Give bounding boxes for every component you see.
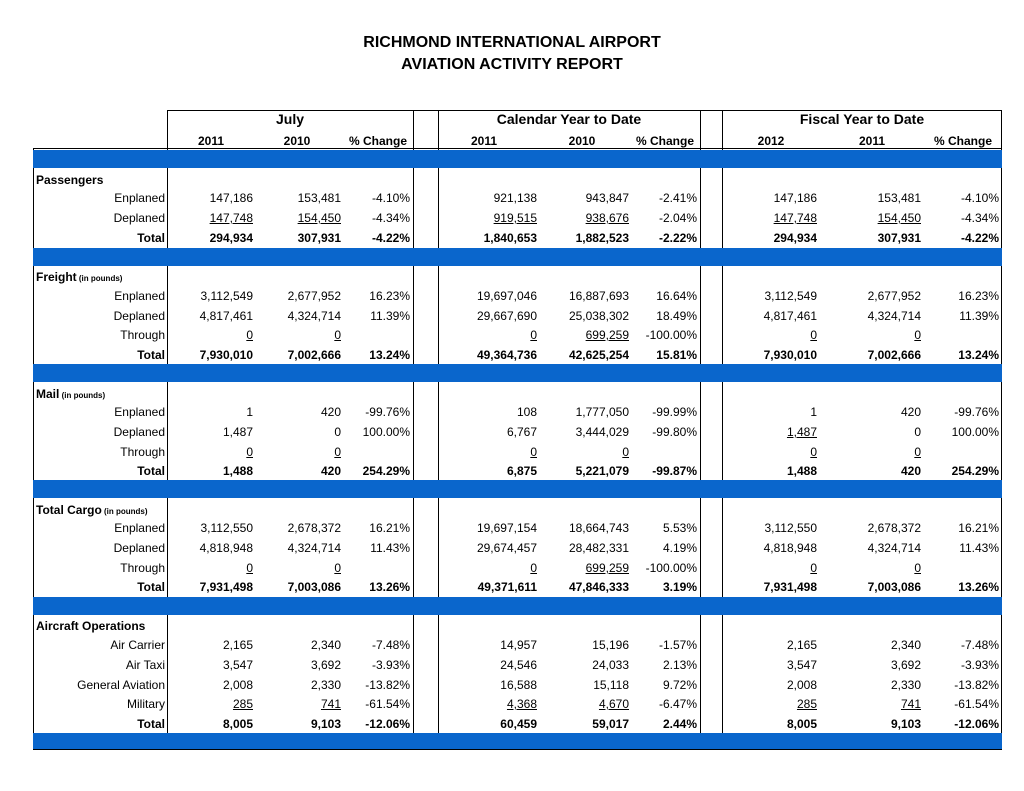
table-cell: 4,324,714 — [867, 541, 921, 555]
table-cell: 29,674,457 — [476, 541, 537, 555]
table-cell: 0 — [246, 445, 253, 459]
table-cell: 7,003,086 — [287, 580, 341, 594]
table-cell: 5.53% — [662, 521, 697, 535]
table-cell: 4,324,714 — [287, 309, 341, 323]
table-cell: 6,767 — [506, 425, 537, 439]
table-cell: -12.06% — [954, 717, 999, 731]
section-band — [33, 150, 1002, 168]
table-cell: 4,670 — [598, 697, 629, 711]
table-cell: 0 — [810, 328, 817, 342]
group-header-fiscal-ytd: Fiscal Year to Date — [799, 111, 925, 127]
table-cell: -3.93% — [960, 658, 999, 672]
table-cell: 7,931,498 — [199, 580, 253, 594]
table-cell: 919,515 — [493, 211, 537, 225]
table-cell: 49,371,611 — [477, 580, 537, 594]
table-cell: -61.54% — [954, 697, 999, 711]
section-name: Mail — [36, 387, 60, 401]
row-label: Total — [137, 348, 165, 362]
column-header: 2010 — [283, 134, 311, 148]
table-cell: 2,678,372 — [867, 521, 921, 535]
table-cell: 11.39% — [959, 309, 999, 323]
report-title-line-2: AVIATION ACTIVITY REPORT — [401, 56, 623, 73]
table-cell: -4.34% — [371, 211, 410, 225]
row-label: Deplaned — [113, 211, 165, 225]
row-label: Total — [137, 717, 165, 731]
section-band — [33, 480, 1002, 498]
table-cell: 29,667,690 — [476, 309, 537, 323]
table-cell: -99.99% — [652, 405, 697, 419]
row-label: Total — [137, 464, 165, 478]
row-label: Military — [127, 697, 165, 711]
table-bottom-border — [33, 749, 1002, 750]
table-cell: 2,008 — [786, 678, 817, 692]
table-cell: -99.76% — [365, 405, 410, 419]
table-row — [0, 540, 1024, 556]
table-cell: 254.29% — [951, 464, 999, 478]
table-cell: 147,186 — [773, 191, 817, 205]
table-cell: -3.93% — [371, 658, 410, 672]
column-header: 2010 — [568, 134, 596, 148]
table-cell: 938,676 — [585, 211, 629, 225]
total-row — [0, 463, 1024, 479]
section-band — [33, 364, 1002, 382]
column-header: 2011 — [197, 134, 225, 148]
table-cell: 147,748 — [773, 211, 817, 225]
table-cell: 3,444,029 — [575, 425, 629, 439]
table-cell: 100.00% — [951, 425, 999, 439]
table-cell: 307,931 — [877, 231, 921, 245]
table-cell: 16,887,693 — [568, 289, 629, 303]
table-cell: 147,748 — [209, 211, 253, 225]
column-header: % Change — [933, 134, 992, 148]
group-header-calendar-ytd: Calendar Year to Date — [496, 111, 642, 127]
table-cell: 13.26% — [369, 580, 410, 594]
section-band — [33, 597, 1002, 615]
table-cell: 18,664,743 — [568, 521, 629, 535]
section-title — [36, 387, 105, 401]
table-cell: -4.10% — [960, 191, 999, 205]
table-cell: 15,196 — [592, 638, 629, 652]
table-cell: 9,103 — [890, 717, 921, 731]
table-cell: 16.21% — [958, 521, 999, 535]
table-cell: 18.49% — [656, 309, 697, 323]
table-cell: 153,481 — [297, 191, 341, 205]
table-cell: 2,330 — [310, 678, 341, 692]
table-cell: 1 — [810, 405, 817, 419]
table-cell: -4.34% — [960, 211, 999, 225]
section-title — [36, 503, 148, 517]
table-cell: 1,488 — [786, 464, 817, 478]
table-cell: 1,777,050 — [575, 405, 629, 419]
section-title — [36, 270, 122, 284]
table-cell: 0 — [914, 561, 921, 575]
table-cell: 4.19% — [662, 541, 697, 555]
table-cell: 420 — [320, 405, 341, 419]
table-cell: 42,625,254 — [568, 348, 629, 362]
table-cell: 5,221,079 — [575, 464, 629, 478]
row-label: Air Carrier — [110, 638, 165, 652]
row-label: Through — [120, 561, 165, 575]
header-bottom-border — [33, 148, 1002, 149]
table-cell: 8,005 — [222, 717, 253, 731]
table-cell: -7.48% — [371, 638, 410, 652]
table-cell: 9.72% — [662, 678, 697, 692]
table-cell: 2,340 — [310, 638, 341, 652]
table-cell: 4,324,714 — [867, 309, 921, 323]
section-band — [33, 248, 1002, 266]
table-cell: 1,488 — [222, 464, 253, 478]
table-cell: 4,368 — [506, 697, 537, 711]
table-cell: 19,697,154 — [476, 521, 537, 535]
table-cell: 9,103 — [310, 717, 341, 731]
table-cell: 13.26% — [958, 580, 999, 594]
row-label: Total — [137, 580, 165, 594]
column-header: 2012 — [757, 134, 785, 148]
column-header: 2011 — [470, 134, 498, 148]
table-cell: 25,038,302 — [568, 309, 629, 323]
total-row — [0, 347, 1024, 363]
table-cell: -100.00% — [645, 328, 697, 342]
table-cell: 3,547 — [222, 658, 253, 672]
table-row — [0, 210, 1024, 226]
row-label: Through — [120, 328, 165, 342]
total-row — [0, 230, 1024, 246]
row-label: Enplaned — [114, 405, 165, 419]
row-label: Through — [120, 445, 165, 459]
table-cell: -13.82% — [365, 678, 410, 692]
table-cell: 154,450 — [877, 211, 921, 225]
table-cell: -6.47% — [658, 697, 697, 711]
table-cell: 741 — [900, 697, 921, 711]
total-row — [0, 716, 1024, 732]
table-cell: 943,847 — [585, 191, 629, 205]
table-cell: 7,002,666 — [287, 348, 341, 362]
section-unit-note: (in pounds) — [101, 507, 148, 516]
table-cell: -4.22% — [960, 231, 999, 245]
section-name: Aircraft Operations — [36, 619, 146, 633]
table-cell: 11.43% — [370, 541, 410, 555]
table-row — [0, 444, 1024, 460]
table-cell: 2,677,952 — [287, 289, 341, 303]
table-cell: 2,008 — [222, 678, 253, 692]
table-cell: 0 — [246, 561, 253, 575]
table-cell: -13.82% — [954, 678, 999, 692]
table-cell: 3,112,549 — [200, 289, 253, 303]
table-cell: 60,459 — [500, 717, 537, 731]
table-cell: 15.81% — [656, 348, 697, 362]
report-title-line-1: RICHMOND INTERNATIONAL AIRPORT — [363, 34, 661, 51]
table-cell: 0 — [914, 445, 921, 459]
section-title — [36, 173, 103, 187]
table-cell: 13.24% — [958, 348, 999, 362]
table-row — [0, 560, 1024, 576]
table-cell: 16.23% — [369, 289, 410, 303]
table-cell: 4,817,461 — [763, 309, 817, 323]
table-cell: 0 — [334, 445, 341, 459]
section-unit-note: (in pounds) — [59, 391, 106, 400]
table-cell: 6,875 — [506, 464, 537, 478]
table-cell: 16.21% — [369, 521, 410, 535]
table-cell: 0 — [246, 328, 253, 342]
table-cell: 15,118 — [593, 678, 629, 692]
table-cell: 13.24% — [369, 348, 410, 362]
table-cell: 11.39% — [370, 309, 410, 323]
total-row — [0, 579, 1024, 595]
table-cell: 7,930,010 — [199, 348, 253, 362]
table-cell: 7,002,666 — [867, 348, 921, 362]
table-cell: 3,112,550 — [764, 521, 817, 535]
table-cell: 47,846,333 — [568, 580, 629, 594]
table-cell: -2.04% — [658, 211, 697, 225]
table-cell: 1,840,653 — [483, 231, 537, 245]
table-cell: 285 — [232, 697, 253, 711]
table-cell: 16,588 — [500, 678, 537, 692]
column-header: 2011 — [858, 134, 886, 148]
table-cell: 921,138 — [493, 191, 537, 205]
table-cell: 7,930,010 — [763, 348, 817, 362]
table-cell: 294,934 — [209, 231, 253, 245]
table-cell: 699,259 — [585, 561, 629, 575]
row-label: Enplaned — [114, 289, 165, 303]
section-name: Freight — [36, 270, 77, 284]
table-cell: 0 — [334, 328, 341, 342]
table-cell: 3,547 — [786, 658, 817, 672]
column-header: % Change — [635, 134, 694, 148]
table-row — [0, 190, 1024, 206]
table-cell: 24,546 — [500, 658, 537, 672]
table-cell: 307,931 — [297, 231, 341, 245]
table-row — [0, 308, 1024, 324]
table-cell: 2.44% — [662, 717, 697, 731]
table-row — [0, 288, 1024, 304]
row-label: Deplaned — [113, 425, 165, 439]
table-cell: 16.64% — [656, 289, 697, 303]
table-row — [0, 677, 1024, 693]
table-cell: 154,450 — [297, 211, 341, 225]
table-cell: 294,934 — [773, 231, 817, 245]
section-unit-note: (in pounds) — [76, 274, 123, 283]
table-cell: 4,817,461 — [199, 309, 253, 323]
table-cell: -2.22% — [658, 231, 697, 245]
table-cell: 1 — [246, 405, 253, 419]
row-label: Total — [137, 231, 165, 245]
table-cell: 2,165 — [222, 638, 253, 652]
table-cell: 0 — [334, 425, 341, 439]
table-cell: 2,678,372 — [287, 521, 341, 535]
table-cell: -100.00% — [645, 561, 697, 575]
table-cell: 3.19% — [662, 580, 697, 594]
table-cell: 699,259 — [585, 328, 629, 342]
table-cell: 0 — [914, 425, 921, 439]
table-cell: 2,165 — [786, 638, 817, 652]
section-title — [36, 619, 145, 633]
table-cell: 14,957 — [500, 638, 537, 652]
table-cell: 147,186 — [209, 191, 253, 205]
table-cell: -2.41% — [658, 191, 697, 205]
table-cell: -61.54% — [365, 697, 410, 711]
table-cell: 19,697,046 — [476, 289, 537, 303]
table-row — [0, 520, 1024, 536]
table-row — [0, 424, 1024, 440]
table-row — [0, 404, 1024, 420]
table-cell: 7,003,086 — [867, 580, 921, 594]
table-cell: 4,324,714 — [287, 541, 341, 555]
table-cell: 285 — [796, 697, 817, 711]
table-cell: 0 — [334, 561, 341, 575]
table-row — [0, 657, 1024, 673]
table-cell: 741 — [320, 697, 341, 711]
table-cell: 0 — [530, 561, 537, 575]
table-row — [0, 637, 1024, 653]
table-cell: 420 — [320, 464, 341, 478]
table-cell: 420 — [900, 405, 921, 419]
table-cell: 4,818,948 — [199, 541, 253, 555]
row-label: Enplaned — [114, 191, 165, 205]
table-cell: 1,487 — [786, 425, 817, 439]
table-row — [0, 327, 1024, 343]
row-label: Enplaned — [114, 521, 165, 535]
table-cell: -4.10% — [371, 191, 410, 205]
table-cell: -99.76% — [954, 405, 999, 419]
table-cell: -99.80% — [652, 425, 697, 439]
row-label: Deplaned — [113, 309, 165, 323]
table-cell: 0 — [810, 561, 817, 575]
table-cell: 153,481 — [877, 191, 921, 205]
table-cell: 3,112,549 — [764, 289, 817, 303]
table-cell: 0 — [914, 328, 921, 342]
table-cell: 2,340 — [890, 638, 921, 652]
table-cell: 0 — [810, 445, 817, 459]
table-cell: 1,882,523 — [575, 231, 629, 245]
table-cell: -99.87% — [652, 464, 697, 478]
table-cell: 16.23% — [958, 289, 999, 303]
table-cell: 0 — [530, 328, 537, 342]
table-cell: 1,487 — [222, 425, 253, 439]
table-cell: 100.00% — [362, 425, 410, 439]
group-header-july: July — [275, 111, 304, 127]
table-cell: 0 — [622, 445, 629, 459]
table-cell: 2.13% — [662, 658, 697, 672]
table-cell: 0 — [530, 445, 537, 459]
column-header: % Change — [348, 134, 407, 148]
table-cell: 8,005 — [786, 717, 817, 731]
row-label: General Aviation — [77, 678, 165, 692]
table-cell: 3,692 — [890, 658, 921, 672]
table-cell: -4.22% — [371, 231, 410, 245]
table-cell: 11.43% — [959, 541, 999, 555]
table-cell: 3,112,550 — [200, 521, 253, 535]
table-cell: 7,931,498 — [763, 580, 817, 594]
section-band — [33, 733, 1002, 749]
table-cell: 108 — [516, 405, 537, 419]
table-cell: -7.48% — [960, 638, 999, 652]
table-row — [0, 696, 1024, 712]
table-cell: 28,482,331 — [568, 541, 629, 555]
row-label: Deplaned — [113, 541, 165, 555]
table-cell: 59,017 — [592, 717, 629, 731]
section-name: Total Cargo — [36, 503, 102, 517]
table-cell: -1.57% — [658, 638, 697, 652]
table-cell: 420 — [900, 464, 921, 478]
table-cell: 2,677,952 — [867, 289, 921, 303]
table-cell: 2,330 — [890, 678, 921, 692]
table-cell: -12.06% — [365, 717, 410, 731]
table-cell: 3,692 — [310, 658, 341, 672]
table-cell: 49,364,736 — [476, 348, 537, 362]
table-cell: 4,818,948 — [763, 541, 817, 555]
section-name: Passengers — [36, 173, 104, 187]
row-label: Air Taxi — [125, 658, 165, 672]
table-cell: 254.29% — [362, 464, 410, 478]
table-cell: 24,033 — [592, 658, 629, 672]
